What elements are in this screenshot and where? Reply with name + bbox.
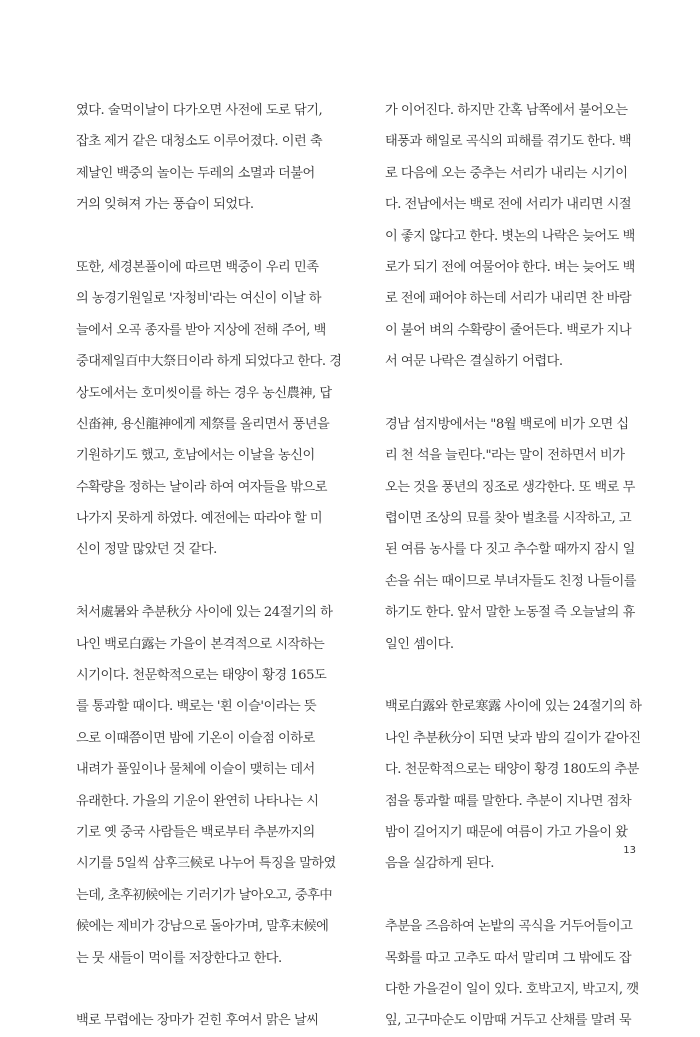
text-line: 잎, 고구마순도 이맘때 거두고 산채를 말려 묵	[385, 1013, 632, 1029]
text-line: 이 불어 벼의 수확량이 줄어든다. 백로가 지나	[385, 322, 632, 338]
text-line: 백로 무렵에는 장마가 걷힌 후여서 맑은 날씨	[76, 1013, 319, 1029]
text-line: 음을 실감하게 된다.	[385, 856, 494, 872]
text-line: 기로 옛 중국 사람들은 백로부터 추분까지의	[76, 824, 315, 840]
text-line: 였다. 술먹이날이 다가오면 사전에 도로 닦기,	[76, 103, 323, 118]
text-line: 기원하기도 했고, 호남에서는 이날을 농신이	[76, 448, 315, 464]
paragraph-gap	[385, 880, 647, 911]
text-line: 으로 이때쯤이면 밤에 기온이 이슬점 이하로	[76, 730, 315, 746]
text-line: 늘에서 오곡 종자를 받아 지상에 전해 주어, 백	[76, 322, 326, 338]
paragraph-gap	[76, 566, 338, 597]
text-line: 또한, 세경본풀이에 따르면 백중이 우리 민족	[76, 259, 319, 275]
text-line: 를 통과할 때이다. 백로는 '흰 이슬'이라는 뜻	[76, 699, 317, 715]
text-line: 추분을 즈음하여 논밭의 곡식을 거두어들이고	[385, 919, 633, 935]
text-line: 상도에서는 호미씻이를 하는 경우 농신農神, 답	[76, 385, 332, 401]
text-line: 다한 가을걷이 일이 있다. 호박고지, 박고지, 깻	[385, 981, 639, 997]
text-line: 일인 셈이다.	[385, 636, 454, 652]
text-line: 가 이어진다. 하지만 간혹 남쪽에서 불어오는	[385, 103, 628, 118]
text-line: 하기도 한다. 앞서 말한 노동절 즉 오늘날의 휴	[385, 605, 635, 621]
text-line: 목화를 따고 고추도 따서 말리며 그 밖에도 잡	[385, 950, 632, 966]
right-column	[385, 95, 647, 1037]
page-number: 13	[623, 845, 636, 856]
paragraph-gap	[76, 221, 338, 252]
text-line: 처서處暑와 추분秋分 사이에 있는 24절기의 하	[76, 605, 333, 621]
text-line: 내려가 풀잎이나 물체에 이슬이 맺히는 데서	[76, 762, 315, 778]
text-line: 렵이면 조상의 묘를 찾아 벌초를 시작하고, 고	[385, 511, 632, 527]
text-line: 잡초 제거 같은 대청소도 이루어졌다. 이런 축	[76, 134, 323, 150]
text-line: 수확량을 정하는 날이라 하여 여자들을 밖으로	[76, 479, 328, 495]
text-line: 밤이 길어지기 때문에 여름이 가고 가을이 왔	[385, 824, 628, 840]
text-line: 로 다음에 오는 중추는 서리가 내리는 시기이	[385, 165, 628, 181]
text-line: 다. 전남에서는 백로 전에 서리가 내리면 시절	[385, 197, 632, 213]
text-line: 시기이다. 천문학적으로는 태양이 황경 165도	[76, 668, 327, 684]
text-line: 나인 백로白露는 가을이 본격적으로 시작하는	[76, 636, 325, 652]
text-line: 점을 통과할 때를 말한다. 추분이 지나면 점차	[385, 793, 632, 809]
text-line: 리 천 석을 늘린다."라는 말이 전하면서 비가	[385, 448, 625, 464]
text-line: 는 뭇 새들이 먹이를 저장한다고 한다.	[76, 950, 282, 966]
text-line: 는데, 초후初候에는 기러기가 날아오고, 중후中	[76, 887, 333, 903]
text-line: 서 여문 나락은 결실하기 어렵다.	[385, 354, 563, 370]
text-line: 제날인 백중의 놀이는 두레의 소멸과 더불어	[76, 165, 315, 181]
text-line: 거의 잊혀져 가는 풍습이 되었다.	[76, 197, 254, 213]
text-line: 된 여름 농사를 다 짓고 추수할 때까지 잠시 일	[385, 542, 635, 558]
text-line: 신이 정말 많았던 것 같다.	[76, 542, 217, 558]
text-line: 候에는 제비가 강남으로 돌아가며, 말후末候에	[76, 919, 329, 935]
text-line: 나가지 못하게 하였다. 예전에는 따라야 할 미	[76, 511, 323, 527]
text-line: 중대제일百中大祭日이라 하게 되었다고 한다. 경	[76, 354, 342, 370]
text-line: 오는 것을 풍년의 징조로 생각한다. 또 백로 무	[385, 479, 635, 495]
text-line: 신畓神, 용신龍神에게 제祭를 올리면서 풍년을	[76, 416, 330, 432]
text-line: 이 좋지 않다고 한다. 볏논의 나락은 늦어도 백	[385, 228, 635, 244]
paragraph-gap	[385, 378, 647, 409]
text-line: 시기를 5일씩 삼후三候로 나누어 특징을 말하였	[76, 856, 336, 872]
text-line: 경남 섬지방에서는 "8월 백로에 비가 오면 십	[385, 416, 629, 432]
text-line: 의 농경기원일로 '자청비'라는 여신이 이날 하	[76, 291, 322, 307]
text-line: 손을 쉬는 때이므로 부녀자들도 친정 나들이를	[385, 573, 637, 589]
paragraph-gap	[76, 974, 338, 1005]
text-line: 다. 천문학적으로는 태양이 황경 180도의 추분	[385, 762, 639, 778]
text-line: 로가 되기 전에 여물어야 한다. 벼는 늦어도 백	[385, 259, 635, 275]
left-column	[76, 95, 342, 1037]
text-line: 태풍과 해일로 곡식의 피해를 겪기도 한다. 백	[385, 134, 632, 150]
text-line: 나인 추분秋分이 되면 낮과 밤의 길이가 같아진	[385, 730, 641, 746]
text-line: 유래한다. 가을의 기운이 완연히 나타나는 시	[76, 793, 319, 809]
paragraph-gap	[385, 660, 647, 691]
text-line: 백로白露와 한로寒露 사이에 있는 24절기의 하	[385, 699, 642, 715]
text-line: 로 전에 패어야 하는데 서리가 내리면 찬 바람	[385, 291, 632, 307]
